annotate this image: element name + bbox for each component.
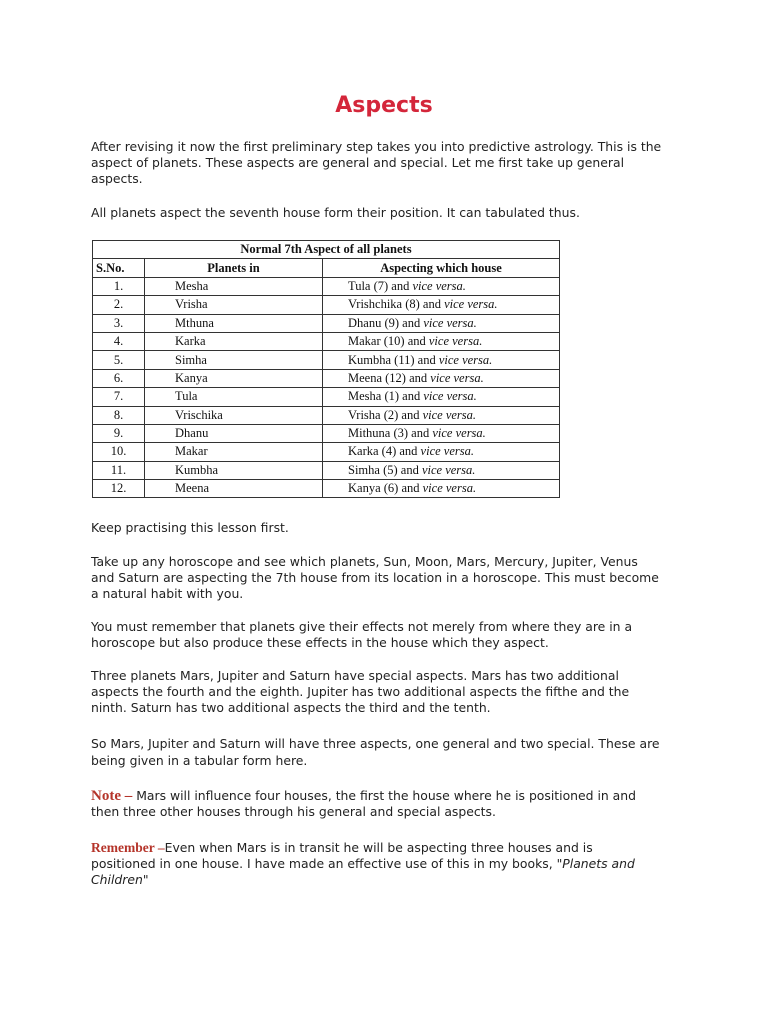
cell-planet: Meena	[145, 480, 323, 498]
table-row	[93, 277, 560, 295]
cell-planet: Kanya	[145, 369, 323, 387]
text-line: You must remember that planets give their effects not merely from where they are in a	[91, 619, 633, 634]
so-paragraph	[91, 735, 681, 769]
cell-sno: 7.	[93, 388, 145, 406]
text-line: a natural habit with you.	[91, 586, 244, 601]
cell-sno: 5.	[93, 351, 145, 369]
cell-planet: Vrischika	[145, 406, 323, 424]
keep-paragraph: Keep practising this lesson first.	[91, 520, 289, 535]
cell-house	[323, 480, 560, 498]
cell-sno: 9.	[93, 424, 145, 442]
text-line: and Saturn are aspecting the 7th house from its location in a horoscope. This must become	[91, 570, 659, 585]
cell-planet: Mesha	[145, 277, 323, 295]
cell-house	[323, 332, 560, 350]
vice-versa-text: vice versa.	[422, 481, 477, 496]
cell-sno: 2.	[93, 296, 145, 314]
book-title-cont: Children"	[91, 872, 149, 887]
text-line: being given in a tabular form here.	[91, 753, 308, 768]
cell-house	[323, 424, 560, 442]
cell-sno: 1.	[93, 277, 145, 295]
cell-sno: 10.	[93, 443, 145, 461]
table-row	[93, 461, 560, 479]
house-text: Mesha (1) and	[348, 389, 424, 404]
house-text: Tula (7) and	[348, 278, 413, 293]
table-row	[93, 424, 560, 442]
text-line	[91, 788, 681, 804]
table-caption-row	[93, 241, 560, 259]
house-text: Meena (12) and	[348, 370, 431, 385]
vice-versa-text: vice versa.	[412, 278, 466, 293]
text-line	[91, 840, 681, 856]
intro-paragraph	[91, 139, 681, 187]
cell-house	[323, 406, 560, 424]
cell-house	[323, 314, 560, 332]
vice-versa-text: vice versa.	[423, 389, 477, 404]
cell-sno: 4.	[93, 332, 145, 350]
text-line: aspects the fourth and the eighth. Jupiter has two additional aspects the fifthe and the	[91, 684, 630, 699]
note-lead: Note –	[91, 788, 133, 804]
text-line: Three planets Mars, Jupiter and Saturn have special aspects. Mars has two additional	[91, 668, 619, 683]
cell-house	[323, 351, 560, 369]
text-line: horoscope but also produce these effects in the house which they aspect.	[91, 635, 549, 650]
cell-planet: Kumbha	[145, 461, 323, 479]
header-planets: Planets in	[145, 259, 323, 277]
table-row	[93, 369, 560, 387]
house-text: Makar (10) and	[348, 334, 429, 349]
header-aspecting: Aspecting which house	[323, 259, 560, 277]
vice-versa-text: vice versa.	[432, 426, 486, 441]
header-sno: S.No.	[93, 259, 145, 277]
table-row	[93, 388, 560, 406]
table-row	[93, 406, 560, 424]
all-planets-paragraph: All planets aspect the seventh house form their position. It can tabulated thus.	[91, 205, 580, 220]
table-caption: Normal 7th Aspect of all planets	[93, 241, 560, 259]
cell-sno: 6.	[93, 369, 145, 387]
cell-sno: 8.	[93, 406, 145, 424]
text-line: Take up any horoscope and see which planets, Sun, Moon, Mars, Mercury, Jupiter, Venus	[91, 554, 638, 569]
cell-house	[323, 443, 560, 461]
cell-sno: 11.	[93, 461, 145, 479]
house-text: Vrishchika (8) and	[348, 297, 445, 312]
table-row	[93, 296, 560, 314]
vice-versa-text: vice versa.	[438, 352, 493, 367]
vice-versa-text: vice versa.	[423, 315, 477, 330]
cell-house	[323, 461, 560, 479]
table-row	[93, 443, 560, 461]
house-text: Karka (4) and	[348, 444, 421, 459]
vice-versa-text: vice versa.	[421, 462, 476, 477]
page-title: Aspects	[335, 93, 433, 118]
vice-versa-text: vice versa.	[430, 370, 484, 385]
house-text: Kumbha (11) and	[348, 352, 439, 367]
book-title: "Planets and	[556, 856, 635, 871]
vice-versa-text: vice versa.	[428, 334, 483, 349]
cell-planet: Makar	[145, 443, 323, 461]
cell-sno: 12.	[93, 480, 145, 498]
house-text: Dhanu (9) and	[348, 315, 424, 330]
note-text: Mars will influence four houses, the first the house where he is positioned in and	[132, 788, 636, 803]
must-paragraph	[91, 619, 681, 651]
cell-planet: Tula	[145, 388, 323, 406]
remember-lead: Remember –	[91, 840, 165, 855]
house-text: Vrisha (2) and	[348, 407, 423, 422]
cell-house	[323, 296, 560, 314]
three-planets-paragraph	[91, 668, 681, 716]
remember-text: positioned in one house. I have made an effective use of this in my books,	[91, 856, 557, 871]
table-row	[93, 351, 560, 369]
cell-planet: Karka	[145, 332, 323, 350]
text-line	[91, 856, 681, 872]
cell-planet: Dhanu	[145, 424, 323, 442]
text-line: ninth. Saturn has two additional aspects the third and the tenth.	[91, 700, 491, 715]
cell-planet: Simha	[145, 351, 323, 369]
table-row	[93, 314, 560, 332]
take-paragraph	[91, 554, 681, 602]
vice-versa-text: vice versa.	[444, 297, 498, 312]
cell-sno: 3.	[93, 314, 145, 332]
text-line: then three other houses through his general and special aspects.	[91, 804, 496, 819]
house-text: Mithuna (3) and	[348, 426, 433, 441]
table-row	[93, 332, 560, 350]
text-line: aspects.	[91, 171, 143, 186]
remember-text: Even when Mars is in transit he will be aspecting three houses and is	[164, 840, 593, 855]
table-row	[93, 480, 560, 498]
table-header-row	[93, 259, 560, 277]
note-paragraph	[91, 788, 681, 820]
text-line: So Mars, Jupiter and Saturn will have three aspects, one general and two special. These are	[91, 736, 660, 751]
text-line: aspect of planets. These aspects are general and special. Let me first take up general	[91, 155, 625, 170]
cell-house	[323, 369, 560, 387]
text-line: After revising it now the first preliminary step takes you into predictive astrology. This is the	[91, 139, 662, 154]
house-text: Kanya (6) and	[348, 481, 423, 496]
remember-paragraph	[91, 840, 681, 888]
aspects-table	[92, 240, 560, 498]
vice-versa-text: vice versa.	[420, 444, 474, 459]
cell-planet: Mthuna	[145, 314, 323, 332]
table-body	[93, 277, 560, 498]
cell-planet: Vrisha	[145, 296, 323, 314]
cell-house	[323, 277, 560, 295]
vice-versa-text: vice versa.	[422, 407, 477, 422]
house-text: Simha (5) and	[348, 462, 422, 477]
cell-house	[323, 388, 560, 406]
